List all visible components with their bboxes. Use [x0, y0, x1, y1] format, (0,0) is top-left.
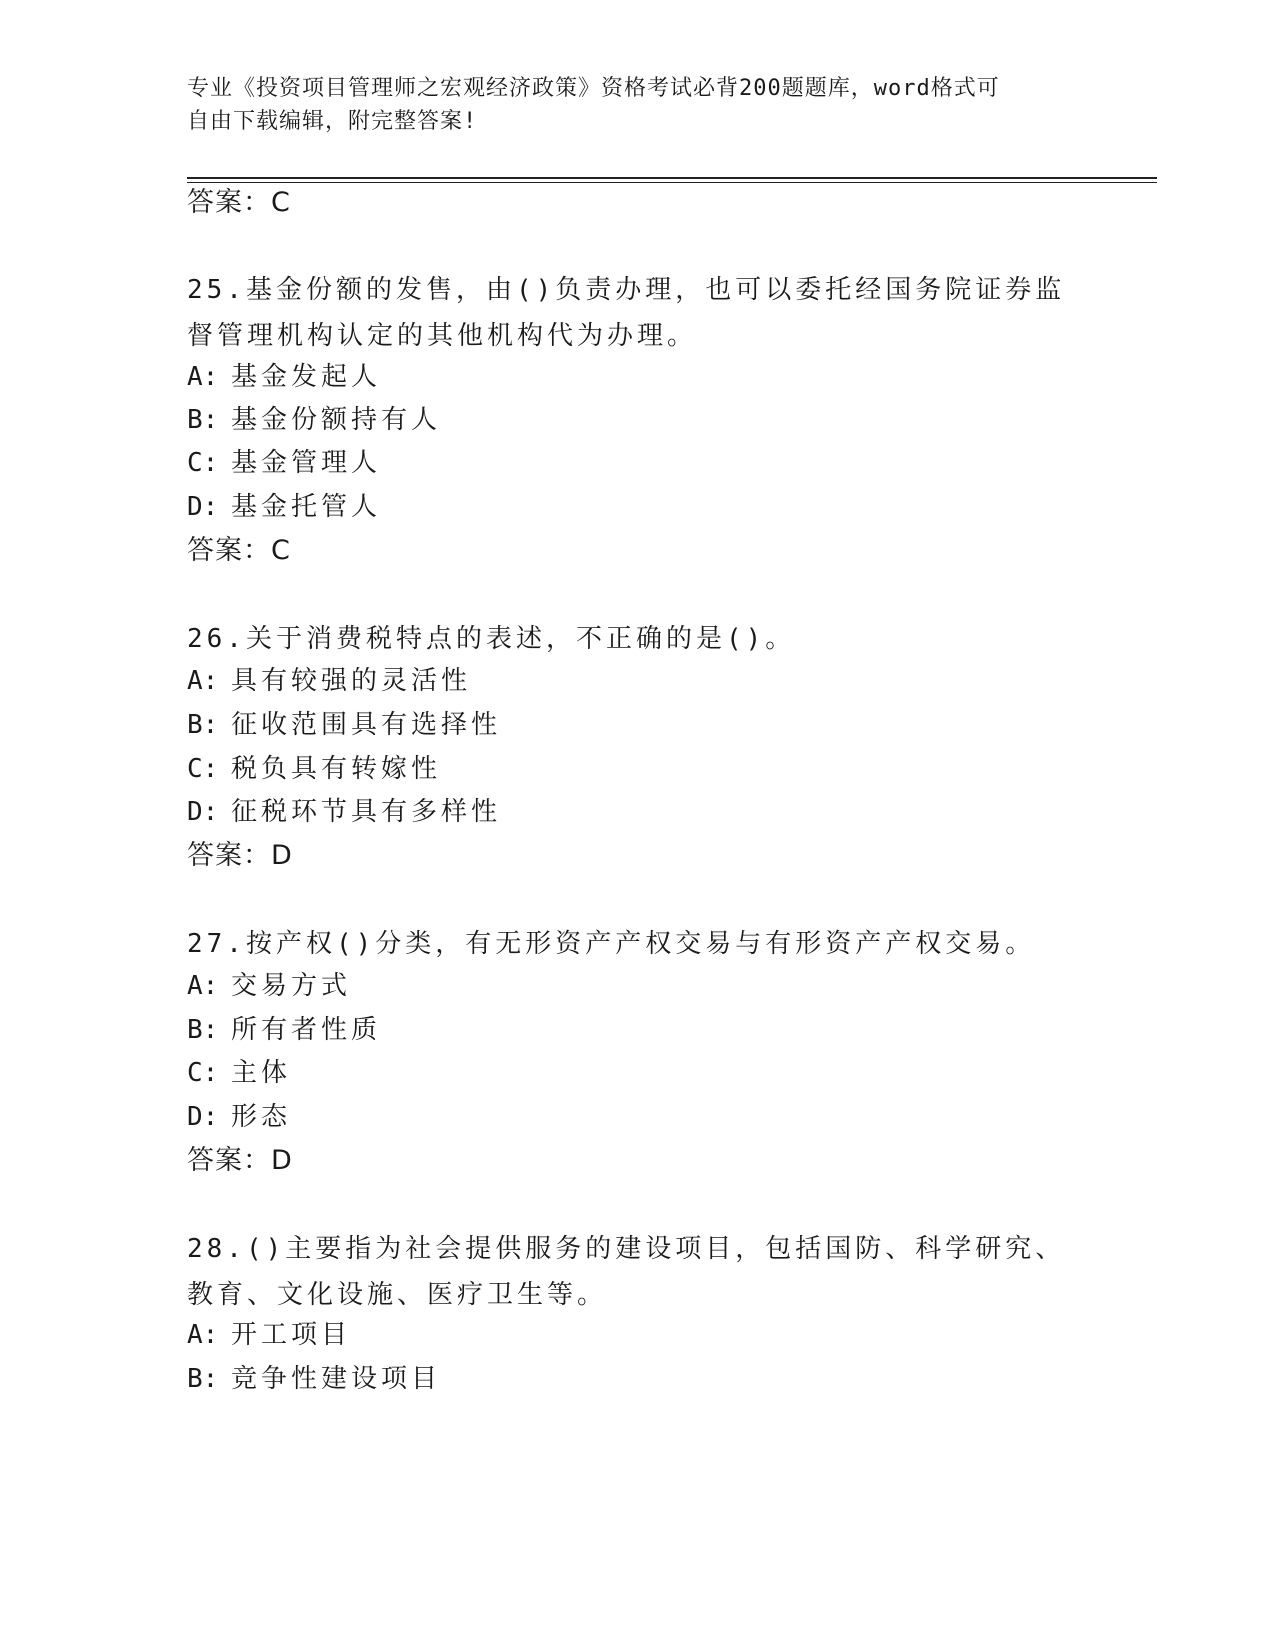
option-letter: A:	[187, 971, 219, 1001]
question-28-option-b	[187, 1362, 441, 1396]
option-letter: B:	[187, 710, 219, 740]
question-26-text: 26.关于消费税特点的表述，不正确的是()。	[187, 624, 796, 654]
question-26-option-b	[187, 708, 501, 742]
option-letter: B:	[187, 405, 219, 435]
option-text: 基金份额持有人	[231, 405, 442, 435]
question-25-option-d	[187, 490, 381, 524]
header-line-2: 自由下载编辑，附完整答案!	[187, 109, 478, 134]
question-28-text: 28.()主要指为社会提供服务的建设项目，包括国防、科学研究、教育、文化设施、医疗卫生等。	[187, 1234, 1066, 1310]
option-text: 开工项目	[231, 1320, 352, 1350]
answer-previous: 答案：C	[187, 187, 291, 218]
option-text: 税负具有转嫁性	[231, 754, 442, 784]
question-27-text: 27.按产权()分类，有无形资产产权交易与有形资产产权交易。	[187, 929, 1036, 959]
option-letter: A:	[187, 1320, 219, 1350]
question-26-answer: 答案：D	[187, 840, 293, 871]
question-25-answer: 答案：C	[187, 535, 291, 566]
option-text: 征税环节具有多样性	[231, 797, 502, 827]
question-26-option-c	[187, 752, 441, 786]
option-text: 竞争性建设项目	[231, 1364, 442, 1394]
option-text: 具有较强的灵活性	[231, 666, 472, 696]
option-letter: A:	[187, 362, 219, 392]
option-letter: D:	[187, 797, 219, 827]
question-26-option-d	[187, 795, 501, 829]
question-26-option-a	[187, 664, 471, 698]
option-letter: B:	[187, 1015, 219, 1045]
header-rule-thick	[187, 177, 1157, 179]
question-27-option-b	[187, 1013, 381, 1047]
option-text: 基金发起人	[231, 362, 382, 392]
question-27-option-a	[187, 969, 351, 1003]
option-text: 交易方式	[231, 971, 352, 1001]
question-25-option-c	[187, 446, 381, 480]
option-letter: D:	[187, 492, 219, 522]
header-line-1: 专业《投资项目管理师之宏观经济政策》资格考试必背200题题库，word格式可	[187, 76, 1000, 101]
option-text: 基金管理人	[231, 448, 382, 478]
document-header	[187, 72, 1067, 138]
question-27-option-c	[187, 1056, 291, 1090]
question-25-text: 25.基金份额的发售，由()负责办理，也可以委托经国务院证券监督管理机构认定的其他机构代为办理。	[187, 275, 1066, 351]
option-text: 主体	[231, 1058, 292, 1088]
option-letter: C:	[187, 1058, 219, 1088]
question-27-option-d	[187, 1100, 291, 1134]
option-text: 形态	[231, 1102, 292, 1132]
header-rule-thin	[187, 182, 1157, 183]
question-28-option-a	[187, 1318, 351, 1352]
option-letter: D:	[187, 1102, 219, 1132]
question-27-answer: 答案：D	[187, 1145, 293, 1176]
question-25-option-a	[187, 360, 381, 394]
option-text: 基金托管人	[231, 492, 382, 522]
option-letter: A:	[187, 666, 219, 696]
question-25-option-b	[187, 403, 441, 437]
option-letter: C:	[187, 448, 219, 478]
option-text: 所有者性质	[231, 1015, 382, 1045]
option-letter: B:	[187, 1364, 219, 1394]
option-text: 征收范围具有选择性	[231, 710, 502, 740]
option-letter: C:	[187, 754, 219, 784]
